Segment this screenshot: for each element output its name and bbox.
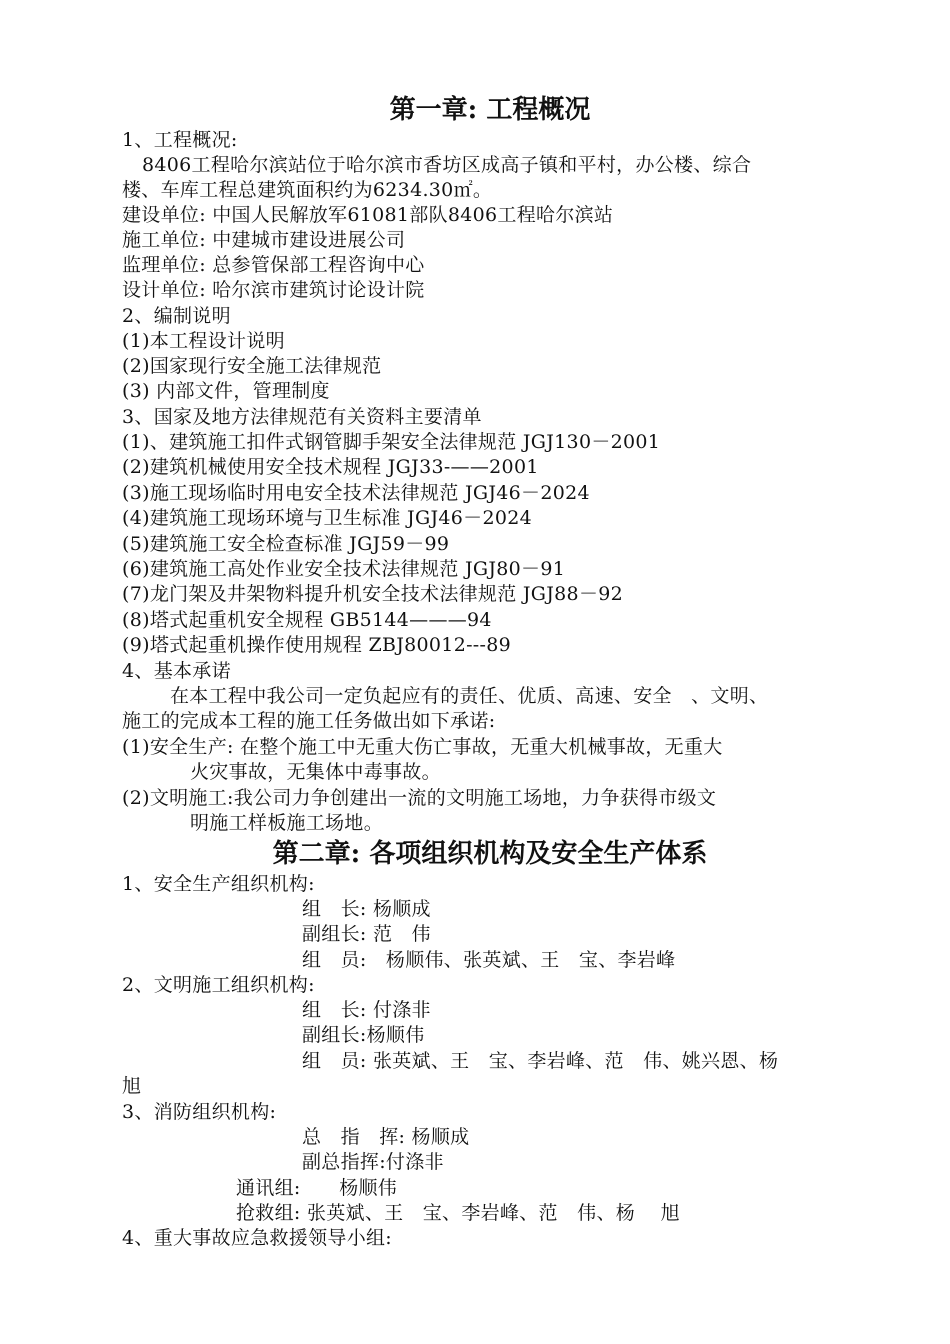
list-item: (9)塔式起重机操作使用规程 ZBJ80012---89 bbox=[122, 634, 512, 656]
org-member-line: 组 长: 杨顺成 bbox=[302, 898, 431, 920]
section-heading: 2、编制说明 bbox=[122, 305, 231, 327]
chapter1-title: 第一章: 工程概况 bbox=[389, 95, 591, 125]
section-heading: 4、重大事故应急救援领导小组: bbox=[122, 1227, 392, 1249]
list-item: (2)国家现行安全施工法律规范 bbox=[122, 355, 382, 377]
section-heading: 1、工程概况: bbox=[122, 129, 238, 151]
list-item: (1)本工程设计说明 bbox=[122, 330, 285, 352]
list-item: (1)、建筑施工扣件式钢管脚手架安全法律规范 JGJ130－2001 bbox=[122, 431, 661, 453]
commitment-item: 火灾事故，无集体中毒事故。 bbox=[190, 761, 441, 783]
paragraph-text: 在本工程中我公司一定负起应有的责任、优质、高速、安全 、文明、 bbox=[170, 685, 769, 707]
list-item: (6)建筑施工高处作业安全技术法律规范 JGJ80－91 bbox=[122, 558, 566, 580]
org-member-line: 组 员: 杨顺伟、张英斌、王 宝、李岩峰 bbox=[302, 949, 676, 971]
commitment-item: (1)安全生产: 在整个施工中无重大伤亡事故，无重大机械事故，无重大 bbox=[122, 736, 723, 758]
list-item: (4)建筑施工现场环境与卫生标准 JGJ46－2024 bbox=[122, 507, 532, 529]
list-item: (3) 内部文件，管理制度 bbox=[122, 380, 330, 402]
list-item: (7)龙门架及井架物料提升机安全技术法律规范 JGJ88－92 bbox=[122, 583, 624, 605]
commitment-item: (2)文明施工:我公司力争创建出一流的文明施工场地，力争获得市级文 bbox=[122, 787, 717, 809]
constructor-line: 施工单位: 中建城市建设进展公司 bbox=[122, 229, 406, 251]
paragraph-text: 施工的完成本工程的施工任务做出如下承诺: bbox=[122, 710, 496, 732]
org-member-line: 组 长: 付涤非 bbox=[302, 999, 431, 1021]
org-member-line: 抢救组: 张英斌、王 宝、李岩峰、范 伟、杨 旭 bbox=[236, 1202, 680, 1224]
chapter2-title: 第二章: 各项组织机构及安全生产体系 bbox=[272, 839, 708, 869]
org-member-line: 副组长:杨顺伟 bbox=[302, 1024, 425, 1046]
org-member-line: 通讯组: 杨顺伟 bbox=[236, 1177, 398, 1199]
org-member-line: 副总指挥:付涤非 bbox=[302, 1151, 444, 1173]
org-member-line: 总 指 挥: 杨顺成 bbox=[302, 1126, 470, 1148]
designer-line: 设计单位: 哈尔滨市建筑讨论设计院 bbox=[122, 279, 425, 301]
section-heading: 2、文明施工组织机构: bbox=[122, 974, 315, 996]
org-member-line: 组 员: 张英斌、王 宝、李岩峰、范 伟、姚兴恩、杨 bbox=[302, 1050, 779, 1072]
section-heading: 3、国家及地方法律规范有关资料主要清单 bbox=[122, 406, 482, 428]
org-member-line: 旭 bbox=[122, 1075, 142, 1097]
section-heading: 3、消防组织机构: bbox=[122, 1101, 277, 1123]
overview-text: 楼、车库工程总建筑面积约为6234.30㎡。 bbox=[122, 179, 493, 201]
section-heading: 4、基本承诺 bbox=[122, 660, 231, 682]
list-item: (2)建筑机械使用安全技术规程 JGJ33-——2001 bbox=[122, 456, 539, 478]
list-item: (8)塔式起重机安全规程 GB5144———94 bbox=[122, 609, 492, 631]
section-heading: 1、安全生产组织机构: bbox=[122, 873, 315, 895]
supervisor-line: 监理单位: 总参管保部工程咨询中心 bbox=[122, 254, 425, 276]
overview-text: 8406工程哈尔滨站位于哈尔滨市香坊区成高子镇和平村，办公楼、综合 bbox=[142, 154, 752, 176]
org-member-line: 副组长: 范 伟 bbox=[302, 923, 431, 945]
builder-line: 建设单位: 中国人民解放军61081部队8406工程哈尔滨站 bbox=[122, 204, 614, 226]
list-item: (5)建筑施工安全检查标准 JGJ59－99 bbox=[122, 533, 450, 555]
commitment-item: 明施工样板施工场地。 bbox=[190, 812, 384, 834]
list-item: (3)施工现场临时用电安全技术法律规范 JGJ46－2024 bbox=[122, 482, 590, 504]
